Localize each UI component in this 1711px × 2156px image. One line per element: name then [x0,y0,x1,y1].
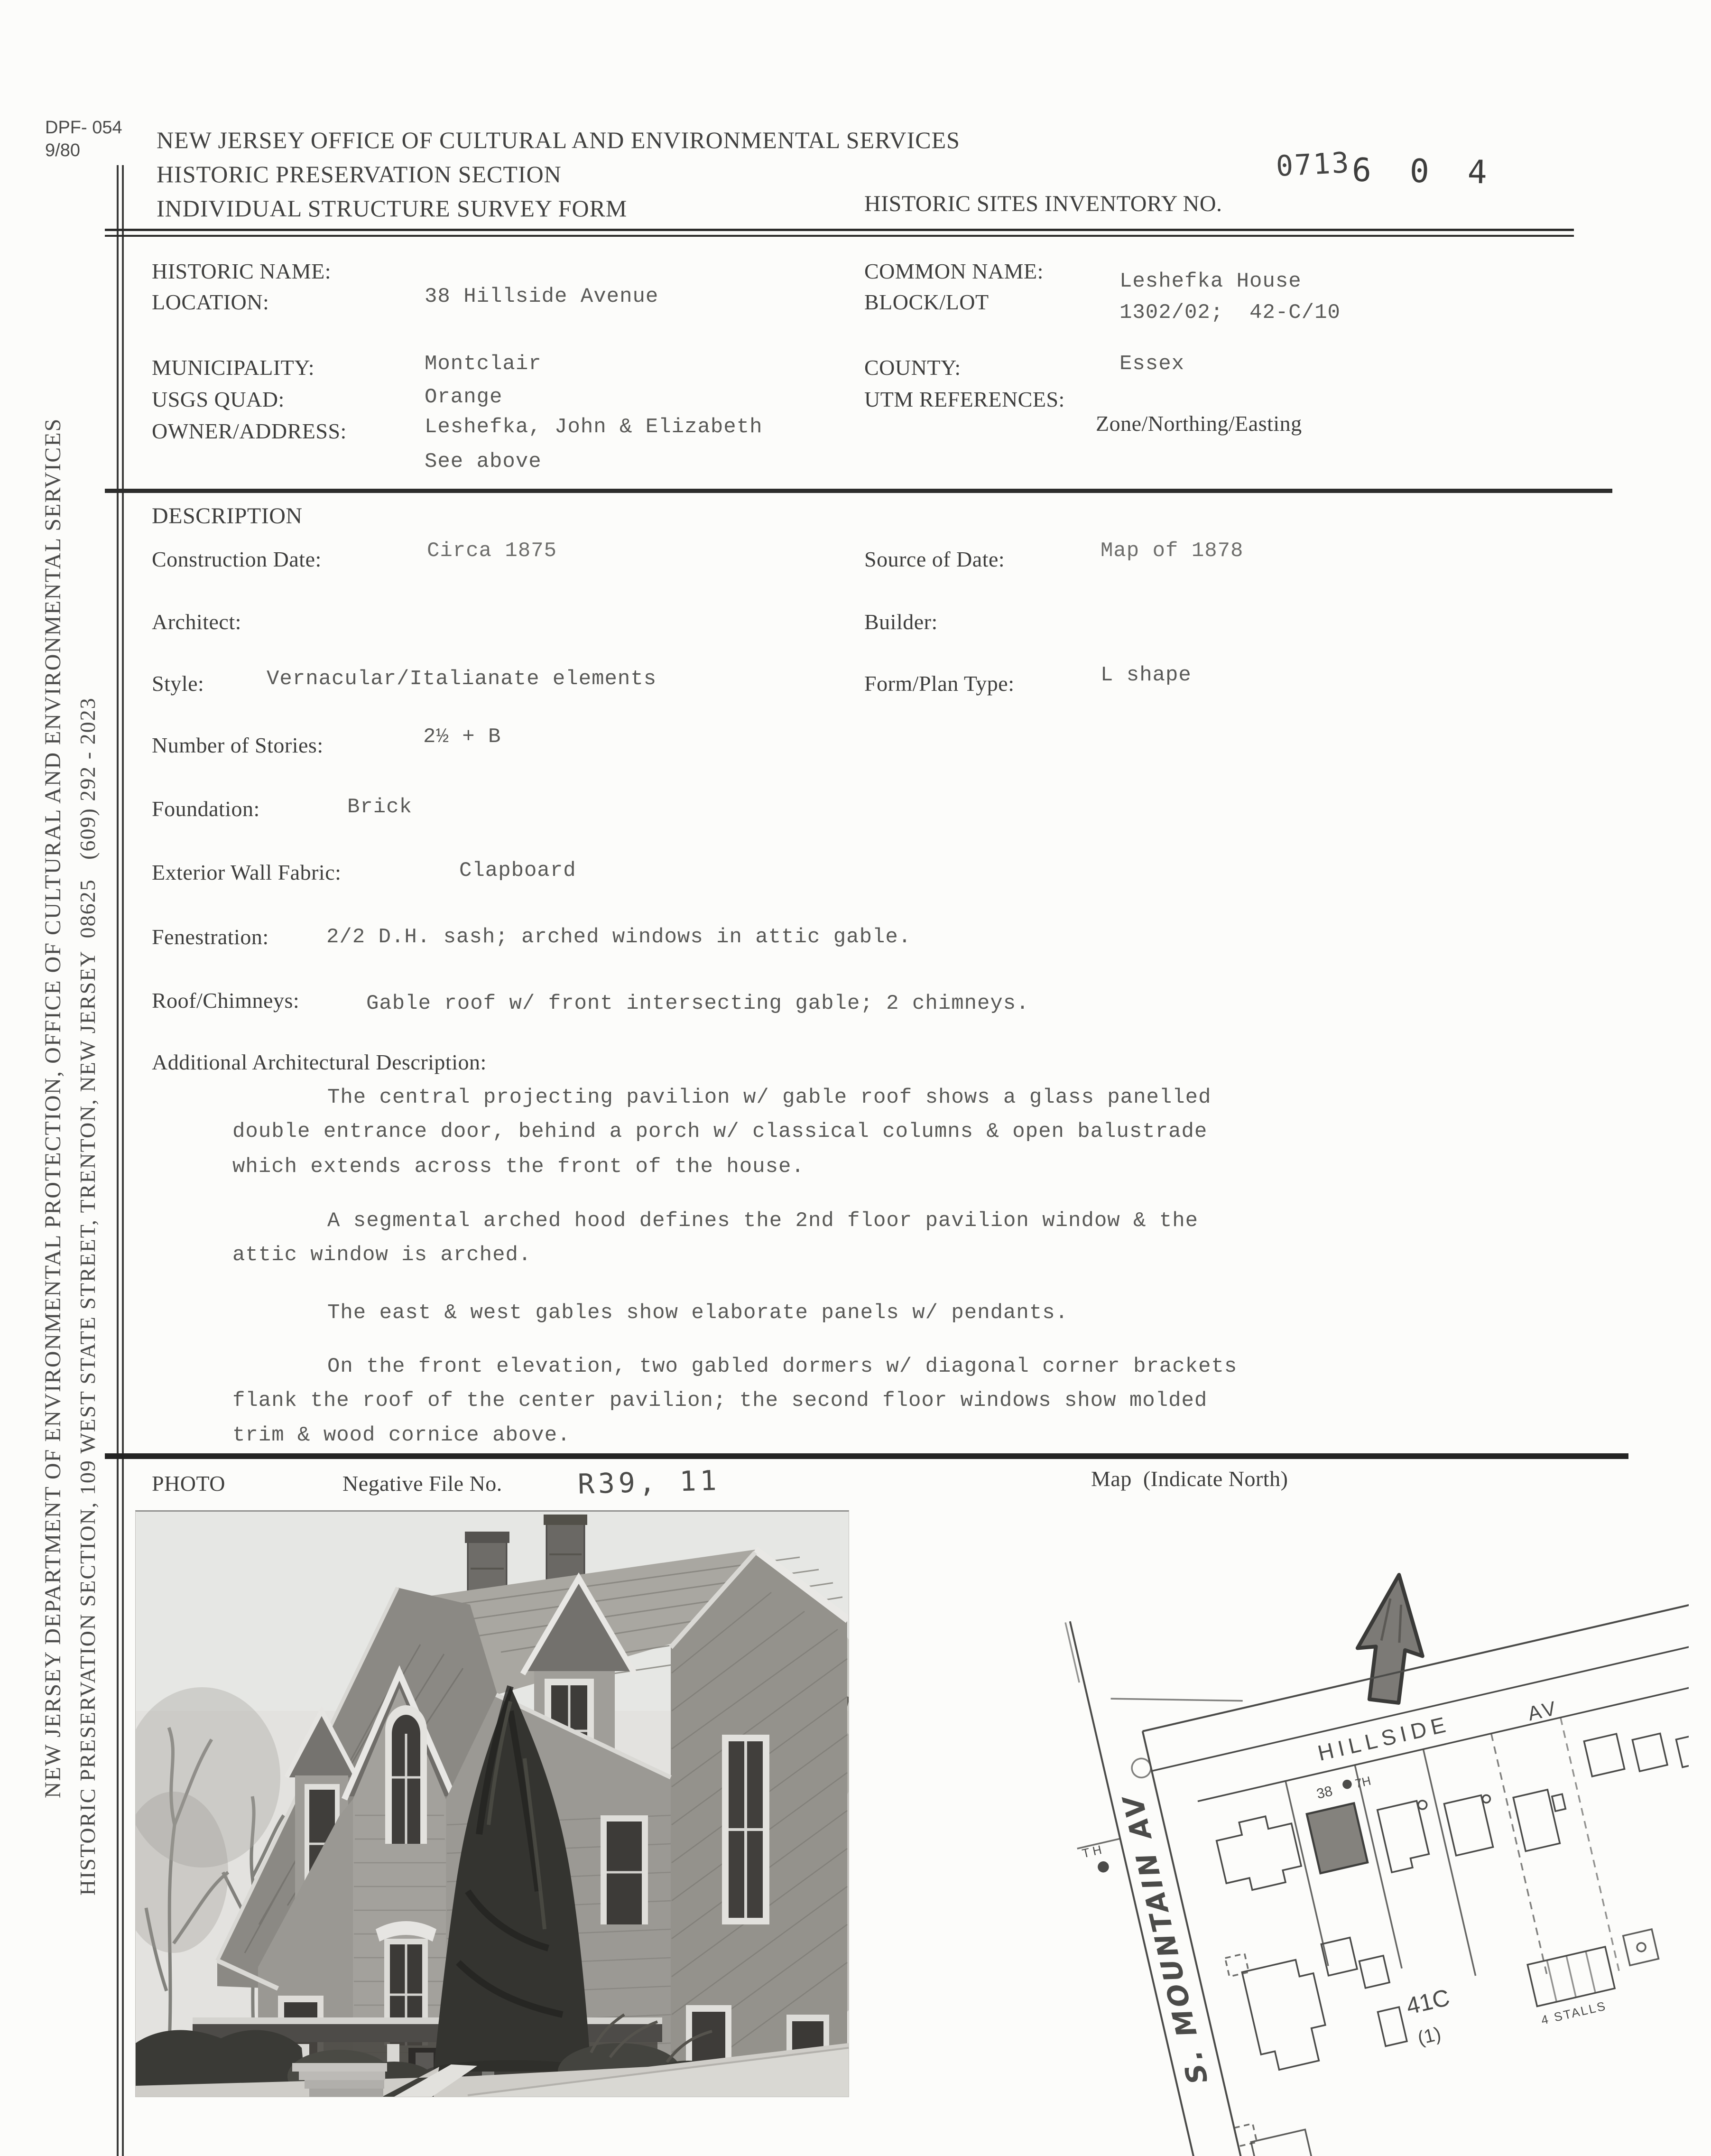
front-window-upper [601,1815,648,1924]
county-label: COUNTY: [864,355,961,380]
common-name-label: COMMON NAME: [864,259,1044,283]
form-number: DPF- 054 [45,118,122,138]
east-gable-window [722,1735,769,1924]
additional-paragraph-line: flank the roof of the center pavilion; the second floor windows show molded [232,1389,1208,1413]
architect-label: Architect: [152,610,241,634]
map-indicate-north-label: Map (Indicate North) [1091,1467,1288,1491]
foundation-value: Brick [347,795,413,819]
owner-address-label: OWNER/ADDRESS: [152,419,347,443]
form-plan-type-value: L shape [1101,663,1192,687]
agency-title-line2: HISTORIC PRESERVATION SECTION [157,161,562,187]
source-of-date-value: Map of 1878 [1101,539,1244,563]
negative-file-no-value: R39, 11 [577,1464,721,1500]
inventory-number-stamp: 0713 [1275,146,1351,184]
style-value: Vernacular/Italianate elements [267,667,657,691]
construction-date-value: Circa 1875 [427,539,557,563]
usgs-quad-label: USGS QUAD: [152,387,285,411]
usgs-quad-value: Orange [425,385,503,409]
number-of-stories-label: Number of Stories: [152,733,324,757]
negative-file-no-label: Negative File No. [342,1471,502,1496]
inventory-number-label: HISTORIC SITES INVENTORY NO. [864,191,1222,216]
historic-name-label: HISTORIC NAME: [152,259,332,283]
photo-label: PHOTO [152,1471,226,1496]
roof-chimneys-value: Gable roof w/ front intersecting gable; 2 chimneys. [366,992,1029,1015]
additional-paragraph-line: trim & wood cornice above. [232,1423,571,1447]
construction-date-label: Construction Date: [152,547,322,571]
exterior-wall-fabric-value: Clapboard [459,859,576,883]
block-lot-value: 1302/02; 42-C/10 [1119,301,1341,325]
roof-chimneys-label: Roof/Chimneys: [152,988,300,1013]
additional-paragraph-line: The central projecting pavilion w/ gable roof shows a glass panelled [327,1086,1212,1109]
block-lot-label: BLOCK/LOT [864,290,989,314]
agency-title-line1: NEW JERSEY OFFICE OF CULTURAL AND ENVIRONMENTAL SERVICES [157,127,960,153]
utm-zone-sublabel: Zone/Northing/Easting [1096,411,1302,436]
additional-paragraph-line: The east & west gables show elaborate panels w/ pendants. [327,1301,1069,1325]
map-stalls-label: 4 STALLS [1540,1998,1608,2027]
inventory-number-handwritten: 6 0 4 [1351,151,1497,192]
agency-title-line3: INDIVIDUAL STRUCTURE SURVEY FORM [157,195,628,222]
sidebar-agency-line: NEW JERSEY DEPARTMENT OF ENVIRONMENTAL PROTECTION, OFFICE OF CULTURAL AND ENVIRONMENTAL SERVICES [40,418,65,1798]
map-marker-7h: 7H [1353,1773,1372,1791]
additional-paragraph-line: attic window is arched. [232,1243,532,1267]
builder-label: Builder: [864,610,938,634]
utm-references-label: UTM REFERENCES: [864,387,1065,411]
number-of-stories-value: 2½ + B [423,725,501,749]
house-photo-illustration [136,1512,849,2097]
map-lot-number: 41C [1404,1984,1452,2020]
map-street-hillside-suffix: AV [1526,1696,1561,1725]
municipality-label: MUNICIPALITY: [152,355,315,380]
form-revision: 9/80 [45,140,80,160]
map-street-mountain: S. MOUNTAIN AV [1116,1790,1214,2087]
house-photo [135,1510,849,2097]
header-separator-rule [105,229,1574,237]
location-value: 38 Hillside Avenue [425,285,659,308]
map-marker-th: T H [1081,1842,1103,1861]
additional-paragraph-line: On the front elevation, two gabled dormers w/ diagonal corner brackets [327,1355,1238,1378]
exterior-wall-fabric-label: Exterior Wall Fabric: [152,860,342,884]
location-map-sketch [977,1533,1689,2156]
common-name-value: Leshefka House [1119,270,1302,293]
photo-separator-rule [105,1453,1628,1459]
fenestration-value: 2/2 D.H. sash; arched windows in attic gable. [326,925,912,949]
owner-address-value-line2: See above [425,450,542,474]
map-house-number: 38 [1315,1783,1334,1803]
description-separator-rule [105,489,1612,493]
additional-paragraph-line: which extends across the front of the house. [232,1155,805,1179]
source-of-date-label: Source of Date: [864,547,1005,571]
owner-address-value: Leshefka, John & Elizabeth [425,415,763,439]
county-value: Essex [1119,352,1185,376]
additional-description-label: Additional Architectural Description: [152,1050,487,1074]
municipality-value: Montclair [425,352,542,376]
foundation-label: Foundation: [152,797,260,821]
description-section-title: DESCRIPTION [152,503,303,529]
style-label: Style: [152,671,204,696]
additional-paragraph-line: double entrance door, behind a porch w/ classical columns & open balustrade [232,1120,1208,1143]
map-lot-sub: (1) [1415,2023,1443,2049]
fenestration-label: Fenestration: [152,925,269,949]
location-map [977,1533,1689,2156]
vertical-double-rule [117,165,124,2156]
additional-paragraph-line: A segmental arched hood defines the 2nd floor pavilion window & the [327,1209,1199,1233]
location-label: LOCATION: [152,290,269,314]
sidebar-address-line: HISTORIC PRESERVATION SECTION, 109 WEST STATE STREET, TRENTON, NEW JERSEY 08625 (609) 292 - 2023 [75,697,100,1896]
form-plan-type-label: Form/Plan Type: [864,671,1015,696]
map-street-hillside: HILLSIDE [1315,1711,1452,1766]
